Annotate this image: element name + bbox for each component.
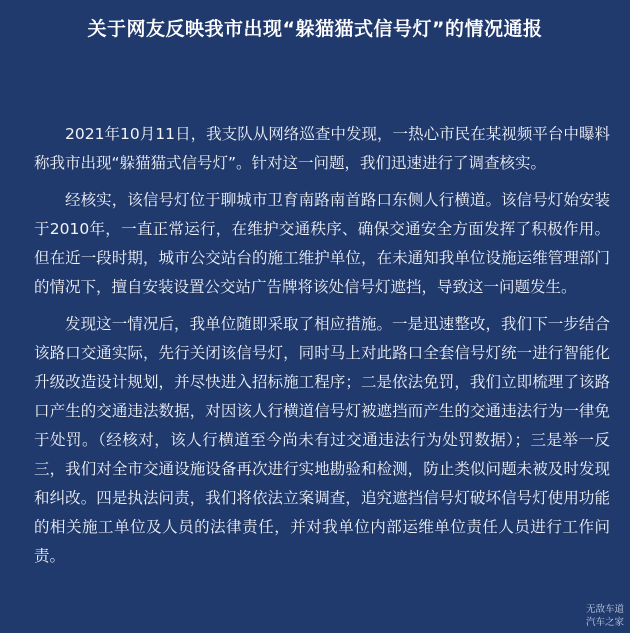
watermark-line-1: 无敌车道: [585, 604, 624, 615]
watermark-line-2: 汽车之家: [585, 617, 624, 628]
document-body: [34, 120, 610, 579]
paragraph-2: 经核实，该信号灯位于聊城市卫育南路南首路口东侧人行横道。该信号灯始安装于2010年，一直正常运行，在维护交通秩序、确保交通安全方面发挥了积极作用。但在近一段时期，城市公交站台的施工维护单位，在未通知我单位设施运维管理部门的情况下，擅自安装设置公交站广告牌将该处信号灯遮挡，导致这一问题发生。: [34, 191, 610, 296]
paragraph-3: 发现这一情况后，我单位随即采取了相应措施。一是迅速整改，我们下一步结合该路口交通实际，先行关闭该信号灯，同时马上对此路口全套信号灯统一进行智能化升级改造设计规划，并尽快进入招标施工程序；二是依法免罚，我们立即梳理了该路口产生的交通违法数据，对因该人行横道信号灯被遮挡而产生的交通违法行为一律免于处罚。（经核对，该人行横道至今尚未有过交通违法行为处罚数据）；三是举一反三，我们对全市交通设施设备再次进行实地勘验和检测，防止类似问题未被及时发现和纠改。四是执法问责，我们将依法立案调查，追究遮挡信号灯破坏信号灯使用功能的相关施工单位及人员的法律责任，并对我单位内部运维单位责任人员进行工作问责。: [34, 315, 610, 565]
source-watermark: [586, 603, 624, 629]
paragraph-1: 2021年10月11日，我支队从网络巡查中发现，一热心市民在某视频平台中曝料称我市出现“躲猫猫式信号灯”。针对这一问题，我们迅速进行了调查核实。: [34, 125, 610, 172]
document-title: 关于网友反映我市出现“躲猫猫式信号灯”的情况通报: [87, 18, 543, 40]
